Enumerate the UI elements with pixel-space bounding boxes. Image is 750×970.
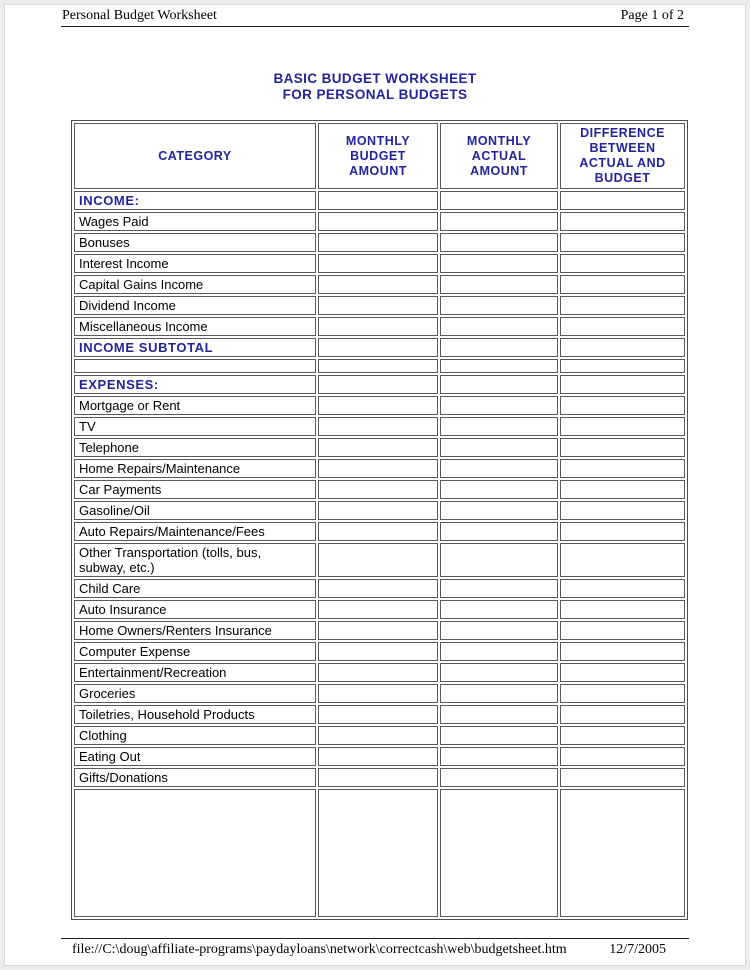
budget-amount-cell [318, 789, 438, 917]
actual-amount-cell [440, 254, 558, 273]
actual-amount-cell [440, 747, 558, 766]
budget-amount-cell [318, 296, 438, 315]
page-number: Page 1 of 2 [620, 8, 684, 23]
actual-amount-cell [440, 543, 558, 577]
budget-amount-cell [318, 600, 438, 619]
difference-cell [560, 275, 685, 294]
category-cell [74, 359, 316, 373]
difference-cell [560, 726, 685, 745]
actual-amount-cell [440, 621, 558, 640]
table-row [74, 480, 685, 499]
actual-amount-cell [440, 663, 558, 682]
table-row [74, 705, 685, 724]
budget-amount-cell [318, 191, 438, 210]
budget-amount-cell [318, 747, 438, 766]
budget-worksheet-table [71, 120, 688, 920]
budget-amount-cell [318, 642, 438, 661]
category-cell: Car Payments [74, 480, 316, 499]
actual-amount-cell [440, 642, 558, 661]
difference-cell [560, 396, 685, 415]
table-row [74, 191, 685, 210]
file-path: file://C:\doug\affiliate-programs\paydayloans\network\correctcash\web\budgetsheet.htm [72, 942, 567, 957]
actual-amount-cell [440, 417, 558, 436]
table-row [74, 522, 685, 541]
category-cell: Groceries [74, 684, 316, 703]
budget-amount-cell [318, 501, 438, 520]
category-cell: Home Repairs/Maintenance [74, 459, 316, 478]
print-header [4, 4, 746, 24]
difference-cell [560, 254, 685, 273]
difference-cell [560, 684, 685, 703]
budget-amount-cell [318, 359, 438, 373]
table-row [74, 543, 685, 577]
actual-amount-cell [440, 789, 558, 917]
table-row [74, 747, 685, 766]
table-row [74, 621, 685, 640]
category-cell: Eating Out [74, 747, 316, 766]
actual-amount-cell [440, 359, 558, 373]
actual-amount-cell [440, 396, 558, 415]
table-row [74, 254, 685, 273]
category-cell: Bonuses [74, 233, 316, 252]
actual-amount-cell [440, 459, 558, 478]
actual-amount-cell [440, 438, 558, 457]
difference-cell [560, 705, 685, 724]
budget-amount-cell [318, 579, 438, 598]
budget-amount-cell [318, 396, 438, 415]
budget-amount-cell [318, 417, 438, 436]
actual-amount-cell [440, 317, 558, 336]
difference-cell [560, 359, 685, 373]
actual-amount-cell [440, 375, 558, 394]
actual-amount-cell [440, 579, 558, 598]
table-row [74, 417, 685, 436]
footer-divider [61, 938, 689, 939]
category-cell: Clothing [74, 726, 316, 745]
category-cell: Home Owners/Renters Insurance [74, 621, 316, 640]
budget-amount-cell [318, 338, 438, 357]
column-header-monthly-actual: MONTHLY ACTUAL AMOUNT [440, 123, 558, 189]
difference-cell [560, 768, 685, 787]
budget-amount-cell [318, 459, 438, 478]
budget-amount-cell [318, 480, 438, 499]
category-cell: Entertainment/Recreation [74, 663, 316, 682]
table-row [74, 296, 685, 315]
difference-cell [560, 296, 685, 315]
category-cell: Toiletries, Household Products [74, 705, 316, 724]
category-cell: INCOME: [74, 191, 316, 210]
category-cell: Telephone [74, 438, 316, 457]
difference-cell [560, 579, 685, 598]
difference-cell [560, 501, 685, 520]
actual-amount-cell [440, 275, 558, 294]
category-cell: Gifts/Donations [74, 768, 316, 787]
table-row [74, 459, 685, 478]
difference-cell [560, 522, 685, 541]
difference-cell [560, 212, 685, 231]
header-divider [61, 26, 689, 27]
category-cell: Miscellaneous Income [74, 317, 316, 336]
table-row [74, 359, 685, 373]
budget-amount-cell [318, 375, 438, 394]
actual-amount-cell [440, 212, 558, 231]
actual-amount-cell [440, 705, 558, 724]
difference-cell [560, 417, 685, 436]
table-row [74, 579, 685, 598]
budget-amount-cell [318, 705, 438, 724]
table-row [74, 789, 685, 917]
budget-amount-cell [318, 621, 438, 640]
table-row [74, 663, 685, 682]
difference-cell [560, 438, 685, 457]
difference-cell [560, 317, 685, 336]
category-cell: Dividend Income [74, 296, 316, 315]
difference-cell [560, 642, 685, 661]
column-header-difference: DIFFERENCE BETWEEN ACTUAL AND BUDGET [560, 123, 685, 189]
category-cell: Mortgage or Rent [74, 396, 316, 415]
table-row [74, 768, 685, 787]
difference-cell [560, 191, 685, 210]
table-row [74, 684, 685, 703]
difference-cell [560, 621, 685, 640]
table-row [74, 726, 685, 745]
column-header-monthly-budget: MONTHLY BUDGET AMOUNT [318, 123, 438, 189]
category-cell: EXPENSES: [74, 375, 316, 394]
category-cell: Wages Paid [74, 212, 316, 231]
actual-amount-cell [440, 600, 558, 619]
category-cell: Capital Gains Income [74, 275, 316, 294]
budget-amount-cell [318, 768, 438, 787]
category-cell [74, 789, 316, 917]
worksheet-title-line1: BASIC BUDGET WORKSHEET [273, 71, 477, 86]
actual-amount-cell [440, 338, 558, 357]
budget-amount-cell [318, 522, 438, 541]
worksheet-title [4, 71, 746, 103]
budget-amount-cell [318, 438, 438, 457]
print-footer [61, 938, 689, 958]
actual-amount-cell [440, 501, 558, 520]
difference-cell [560, 375, 685, 394]
worksheet-body [74, 191, 685, 917]
budget-amount-cell [318, 726, 438, 745]
actual-amount-cell [440, 296, 558, 315]
table-row [74, 275, 685, 294]
budget-amount-cell [318, 317, 438, 336]
print-date: 12/7/2005 [609, 942, 666, 957]
document-title: Personal Budget Worksheet [62, 8, 217, 23]
budget-amount-cell [318, 543, 438, 577]
table-header-row [74, 123, 685, 189]
difference-cell [560, 747, 685, 766]
category-cell: Auto Insurance [74, 600, 316, 619]
actual-amount-cell [440, 191, 558, 210]
category-cell: INCOME SUBTOTAL [74, 338, 316, 357]
budget-amount-cell [318, 254, 438, 273]
difference-cell [560, 789, 685, 917]
difference-cell [560, 480, 685, 499]
difference-cell [560, 543, 685, 577]
actual-amount-cell [440, 233, 558, 252]
difference-cell [560, 459, 685, 478]
budget-amount-cell [318, 212, 438, 231]
category-cell: TV [74, 417, 316, 436]
difference-cell [560, 233, 685, 252]
budget-amount-cell [318, 275, 438, 294]
table-row [74, 338, 685, 357]
table-row [74, 600, 685, 619]
difference-cell [560, 338, 685, 357]
table-row [74, 317, 685, 336]
table-row [74, 396, 685, 415]
category-cell: Computer Expense [74, 642, 316, 661]
budget-amount-cell [318, 233, 438, 252]
budget-amount-cell [318, 684, 438, 703]
actual-amount-cell [440, 684, 558, 703]
actual-amount-cell [440, 480, 558, 499]
actual-amount-cell [440, 768, 558, 787]
difference-cell [560, 600, 685, 619]
table-row [74, 438, 685, 457]
table-row [74, 642, 685, 661]
category-cell: Auto Repairs/Maintenance/Fees [74, 522, 316, 541]
category-cell: Gasoline/Oil [74, 501, 316, 520]
actual-amount-cell [440, 522, 558, 541]
category-cell: Interest Income [74, 254, 316, 273]
category-cell: Other Transportation (tolls, bus, subway, etc.) [74, 543, 316, 577]
column-header-category: CATEGORY [74, 123, 316, 189]
table-row [74, 375, 685, 394]
difference-cell [560, 663, 685, 682]
category-cell: Child Care [74, 579, 316, 598]
table-row [74, 212, 685, 231]
budget-amount-cell [318, 663, 438, 682]
actual-amount-cell [440, 726, 558, 745]
table-row [74, 233, 685, 252]
worksheet-title-line2: FOR PERSONAL BUDGETS [282, 87, 468, 102]
table-row [74, 501, 685, 520]
